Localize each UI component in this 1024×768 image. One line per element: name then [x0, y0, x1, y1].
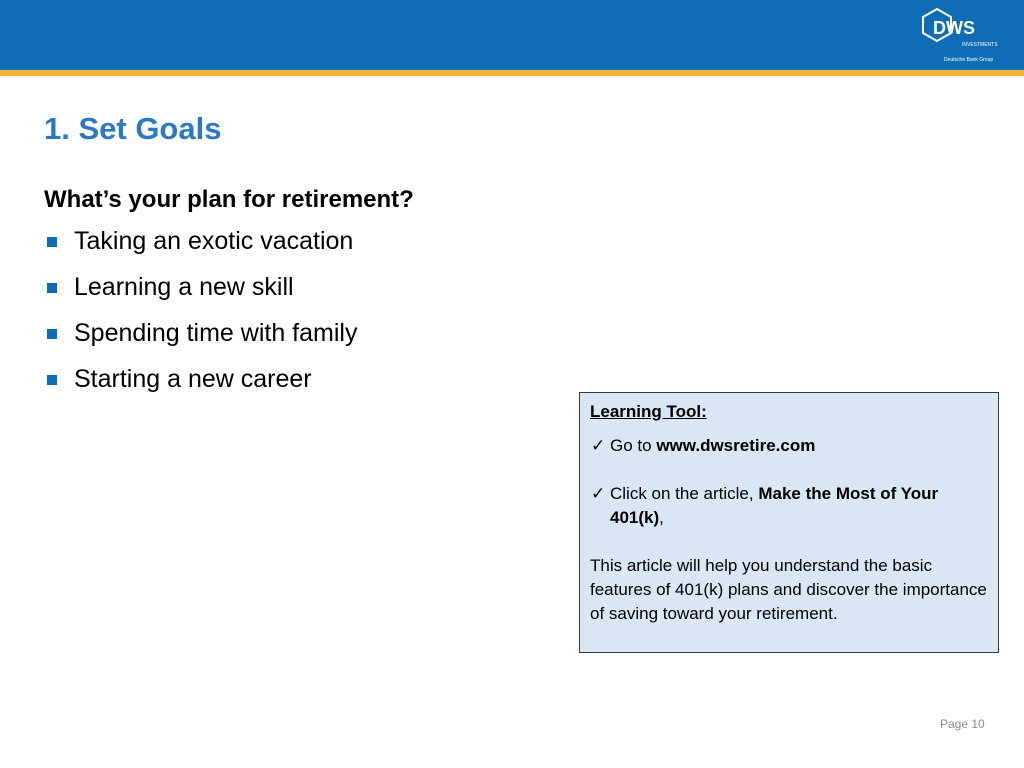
list-item-text: Taking an exotic vacation: [74, 227, 354, 255]
learning-tool-title: Learning Tool:: [590, 402, 707, 421]
square-bullet-icon: [47, 375, 57, 385]
slide-subheading: What’s your plan for retirement?: [44, 186, 414, 213]
dws-hexagon-logo-icon: [920, 6, 1016, 64]
square-bullet-icon: [47, 237, 57, 247]
list-item-text: Starting a new career: [74, 365, 312, 393]
dws-logo: [920, 6, 1016, 64]
learning-tool-step-2: [590, 482, 990, 530]
step-2-prefix: Click on the article,: [610, 484, 759, 503]
learning-tool-step-1: [590, 434, 990, 458]
header-accent-stripe: [0, 70, 1024, 76]
step-2-suffix: ,: [659, 508, 664, 527]
article-title: Make the Most of Your 401(k): [610, 484, 939, 527]
list-item: [44, 272, 357, 302]
list-item: [44, 226, 357, 256]
logo-wordmark: DWS: [933, 18, 975, 38]
logo-subtext: INVESTMENTS: [962, 42, 998, 48]
step-1-prefix: Go to: [610, 436, 657, 455]
square-bullet-icon: [47, 283, 57, 293]
list-item: [44, 318, 357, 348]
slide-title: 1. Set Goals: [44, 111, 222, 146]
square-bullet-icon: [47, 329, 57, 339]
checkmark-icon: ✓: [591, 436, 606, 455]
checkmark-icon: ✓: [591, 484, 606, 503]
page-number: Page 10: [940, 717, 985, 731]
list-item-text: Spending time with family: [74, 319, 358, 347]
list-item-text: Learning a new skill: [74, 273, 294, 301]
bullet-list: [44, 226, 357, 410]
dwsretire-link[interactable]: www.dwsretire.com: [656, 436, 816, 455]
header-band: [0, 0, 1024, 70]
learning-tool-box: [579, 392, 999, 653]
logo-tagline: Deutsche Bank Group: [944, 57, 994, 63]
list-item: [44, 364, 357, 394]
learning-tool-note: This article will help you understand the basic features of 401(k) plans and discover the importance of saving toward your retirement.: [590, 556, 987, 623]
